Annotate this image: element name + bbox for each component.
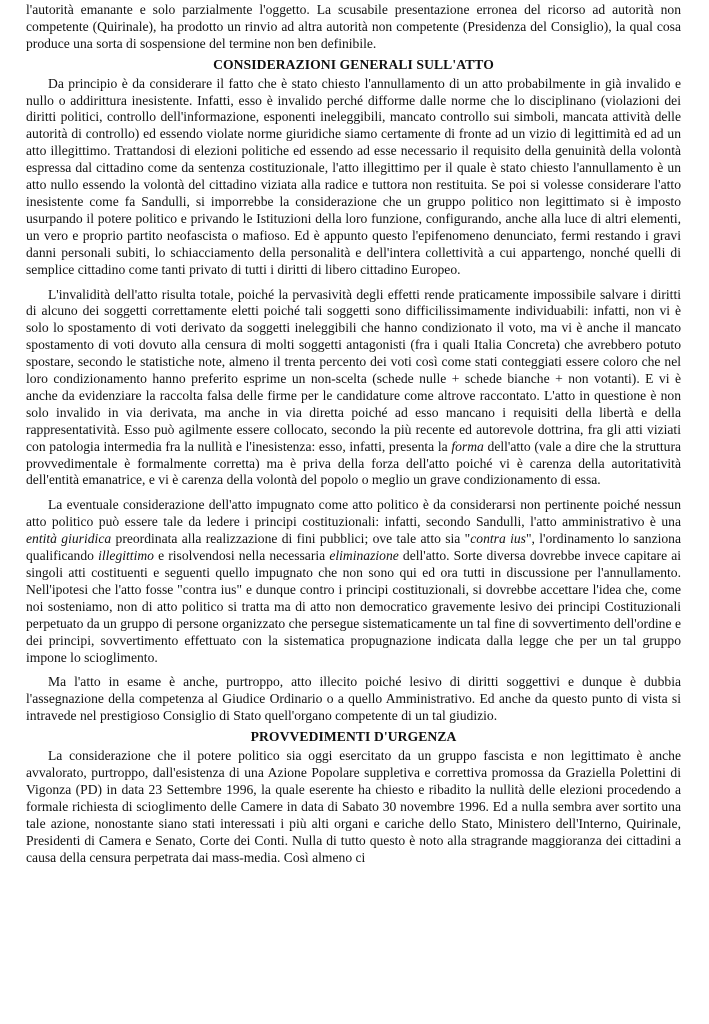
paragraph-political-act-c: ", l'ordinamento lo sanziona qualificando	[26, 531, 682, 564]
paragraph-political-act-b: preordinata alla realizzazione di fini pubblici; ove tale atto sia "	[115, 531, 471, 547]
paragraph-political-act-a: La eventuale considerazione dell'atto impugnato come atto politico è da considerarsi non pertinente poiché nessun atto politico può essere tale da ledere i principi costituzionali: infatti, secondo Sandulli, l'atto amministrativo è una	[26, 497, 681, 530]
paragraph-illicit-act: Ma l'atto in esame è anche, purtroppo, atto illecito poiché lesivo di diritti soggettivi e dunque è dubbia l'assegnazione della competenza al Giudice Ordinario o a quello Amministrativo. Ed anche da questo punto di vista si intravede nel prestigioso Consiglio di Stato quell'organo competente di un tal giudizio.	[26, 674, 681, 724]
section-heading-considerazioni: CONSIDERAZIONI GENERALI SULL'ATTO	[213, 56, 494, 72]
emphasis-forma: forma	[451, 438, 484, 454]
intro-paragraph: l'autorità emanante e solo parzialmente l'oggetto. La scusabile presentazione erronea del ricorso ad autorità non competente (Quirinale), ha prodotto un rinvio ad altra autorità non competente (Presidenza del Consiglio), la qual cosa produce una sorta di sospensione del termine non ben definibile.	[26, 2, 681, 51]
emphasis-entita-giuridica: entità giuridica	[26, 531, 112, 547]
section-heading-provvedimenti: PROVVEDIMENTI D'URGENZA	[250, 729, 457, 745]
emphasis-eliminazione: eliminazione	[329, 548, 399, 564]
emphasis-illegittimo: illegittimo	[98, 548, 154, 564]
paragraph-urgency: La considerazione che il potere politico sia oggi esercitato da un gruppo fascista e non legittimato è anche avvalorato, purtroppo, dall'esistenza di una Azione Popolare suppletiva e correttiva promossa da Graziella Polettini di Vigonza (PD) in data 23 Settembre 1996, la quale eserente ha chiesto e ribadito la nullità delle elezioni procedendo a formale richiesta di scioglimento delle Camere in data di Sabato 30 novembre 1996. Ed a nulla sembra aver sortito una tale azione, nonostante siano stati interessati i più alti organi e cariche dello Stato, Ministero dell'Interno, Quirinale, Presidenti di Camera e Senato, Corte dei Conti. Nulla di tutto questo è noto alla stragrande maggioranza dei cittadini a causa della censura perpetrata dai mass-media. Così almeno ci	[26, 748, 681, 865]
paragraph-political-act	[26, 497, 681, 666]
emphasis-contra-ius: contra ius	[470, 531, 526, 547]
document-page	[26, 2, 681, 866]
paragraph-invalidity-tail: dell'atto (vale a dire che la struttura provvedimentale è formalmente corretta) ma è priva della forza dell'atto poiché vi è carenza della autoritatività dell'entità emanatrice, e vi è carenza della volontà del popolo o meglio un grave condizionamento di essa.	[26, 438, 682, 488]
paragraph-political-act-e: dell'atto. Sorte diversa dovrebbe invece capitare ai singoli atti costituenti e seguenti quello impugnato che non sono qui ed ora tutti in discussione per l'annullamento. Nell'ipotesi che l'atto fosse "contra ius" e dunque contro i principi costituzionali, si dovrebbe accettare l'idea che, come noi sosteniamo, non di atto politico si tratta ma di atto non democratico gravemente lesivo dei principi Costituzionali perpetuato da un gruppo di persone organizzato che persegue sistematicamente un tal fine di sovvertimento dell'ordine e dei principi, sovvertimento effettuato con la sistematica propugnazione indicata dalla legge che per un tal gruppo impone lo scioglimento.	[26, 548, 682, 665]
paragraph-political-act-d: e risolvendosi nella necessaria	[158, 548, 326, 564]
paragraph-validity: Da principio è da considerare il fatto che è stato chiesto l'annullamento di un atto probabilmente in già invalido e nullo o addirittura inesistente. Infatti, esso è invalido perché difforme dalle norme che lo disciplinano (violazioni dei diritti politici, controllo dell'informazione, esponenti ineleggibili, mancato controllo sui simboli, mancata attività delle autorità di controllo) ed essendo violate norme giuridiche siamo certamente di fronte ad un vizio di legittimità ed ad un atto illegittimo. Trattandosi di elezioni politiche ed essendo ad esse necessario il requisito della genuinità della volontà espressa dal cittadino come da sentenza costituzionale, l'atto illegittimo per il quale è stato chiesto l'annullamento è un atto nullo essendo la volontà del cittadino viziata alla radice e tuttora non restituita. Se poi si volesse considerare l'atto inesistente come fa Sandulli, si imporrebbe la considerazione che un gruppo politico non legittimato si è imposto usurpando il potere politico e privando le Istituzioni della loro funzione, configurando, anche alla luce di altri elementi, un vero e proprio partito neofascista o mafioso. Ed è appunto questo l'epifenomeno denunciato, fermi restando i gravi danni personali subiti, lo schiacciamento della personalità e dell'intera collettività a cui appartengo, nonché quelli di semplice cittadino come tanti privato di tutti i diritti di libero cittadino Europeo.	[26, 75, 681, 277]
paragraph-invalidity-text: L'invalidità dell'atto risulta totale, poiché la pervasività degli effetti rende praticamente impossibile salvare i diritti di alcuno dei soggetti correttamente eletti poiché tali soggetti sono difficilissimamente individuabili: infatti, non vi è solo lo spostamento di voti derivato da soggetti ineleggibili che hanno condizionato il voto, ma vi è anche il mancato spostamento di voti dovuto alla censura di molti soggetti antagonisti (fra i quali Italia Concreta) che avrebbero potuto spostare, secondo le statistiche note, almeno il trenta percento dei voti così come stati conteggiati essere coloro che nel loro condizionamento hanno preferito esprime un non-scelta (schede nulle + schede bianche + non votanti). E vi è anche da evidenziare la raccolta falsa delle firme per le candidature come altrove raccontato. L'atto in questione è non solo invalido in via derivata, ma anche in via diretta poiché ad esso mancano i requisiti della libertà e della rappresentatività. Esso può agilmente essere collocato, secondo la più recente ed autorevole dottrina, fra gli atti viziati con patologia intermedia fra la nullità e l'inesistenza: esso, infatti, presenta la	[26, 286, 681, 454]
paragraph-invalidity	[26, 287, 681, 490]
